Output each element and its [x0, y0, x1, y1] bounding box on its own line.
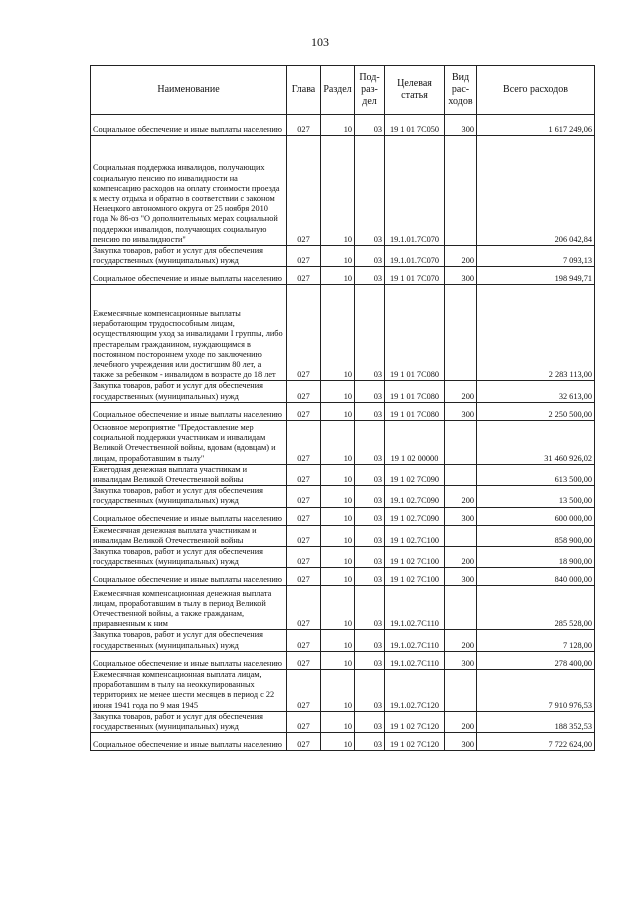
row-total-cell: 600 000,00 [477, 507, 595, 525]
column-header-target: Целевая статья [385, 66, 445, 115]
row-target-cell: 19.1.01.7С070 [385, 246, 445, 267]
row-subsection-cell: 03 [355, 402, 385, 420]
table-row [91, 115, 595, 136]
column-header-name: Наименование [91, 66, 287, 115]
row-name-cell: Социальное обеспечение и иные выплаты населению [91, 402, 287, 420]
row-total-cell: 188 352,53 [477, 711, 595, 732]
row-chapter-cell: 027 [287, 507, 321, 525]
table-row [91, 586, 595, 630]
column-header-section: Раздел [321, 66, 355, 115]
row-target-cell: 19.1.02.7С110 [385, 651, 445, 669]
row-name-cell: Закупка товаров, работ и услуг для обеспечения государственных (муниципальных) нужд [91, 486, 287, 507]
row-name-cell: Социальное обеспечение и иные выплаты населению [91, 267, 287, 285]
row-section-cell: 10 [321, 586, 355, 630]
row-chapter-cell: 027 [287, 420, 321, 464]
row-chapter-cell: 027 [287, 547, 321, 568]
table-row [91, 464, 595, 485]
row-type-cell: 200 [445, 381, 477, 402]
row-target-cell: 19 1 02 7С090 [385, 464, 445, 485]
row-total-cell: 613 500,00 [477, 464, 595, 485]
column-header-total: Всего расходов [477, 66, 595, 115]
row-type-cell [445, 669, 477, 711]
row-subsection-cell: 03 [355, 507, 385, 525]
row-section-cell: 10 [321, 486, 355, 507]
row-total-cell: 840 000,00 [477, 568, 595, 586]
row-type-cell: 300 [445, 507, 477, 525]
row-target-cell: 19 1 02.7С090 [385, 507, 445, 525]
row-subsection-cell: 03 [355, 285, 385, 381]
row-total-cell: 18 900,00 [477, 547, 595, 568]
row-target-cell: 19.1.02.7С110 [385, 586, 445, 630]
row-total-cell: 858 900,00 [477, 525, 595, 546]
row-name-cell: Социальное обеспечение и иные выплаты населению [91, 733, 287, 751]
row-chapter-cell: 027 [287, 285, 321, 381]
table-row [91, 711, 595, 732]
table-row [91, 568, 595, 586]
row-subsection-cell: 03 [355, 568, 385, 586]
row-total-cell: 7 093,13 [477, 246, 595, 267]
row-name-cell: Социальное обеспечение и иные выплаты населению [91, 507, 287, 525]
row-section-cell: 10 [321, 420, 355, 464]
row-chapter-cell: 027 [287, 669, 321, 711]
row-type-cell [445, 525, 477, 546]
row-chapter-cell: 027 [287, 525, 321, 546]
row-name-cell: Ежегодная денежная выплата участникам и инвалидам Великой Отечественной войны [91, 464, 287, 485]
row-name-cell: Закупка товаров, работ и услуг для обеспечения государственных (муниципальных) нужд [91, 630, 287, 651]
row-name-cell: Закупка товаров, работ и услуг для обеспечения государственных (муниципальных) нужд [91, 381, 287, 402]
row-subsection-cell: 03 [355, 267, 385, 285]
row-name-cell: Ежемесячная компенсационная денежная выплата лицам, проработавшим в тылу в период Великой Отечественной войны, а также гражданам, приравненным к ним [91, 586, 287, 630]
row-chapter-cell: 027 [287, 402, 321, 420]
budget-table [90, 65, 595, 751]
table-row [91, 630, 595, 651]
row-type-cell: 300 [445, 115, 477, 136]
row-section-cell: 10 [321, 285, 355, 381]
row-target-cell: 19 1 01 7С070 [385, 267, 445, 285]
row-section-cell: 10 [321, 115, 355, 136]
row-total-cell: 206 042,84 [477, 136, 595, 246]
row-chapter-cell: 027 [287, 568, 321, 586]
row-target-cell: 19.1.02.7С120 [385, 669, 445, 711]
row-type-cell: 200 [445, 486, 477, 507]
row-subsection-cell: 03 [355, 711, 385, 732]
row-name-cell: Социальная поддержка инвалидов, получающих социальную пенсию по инвалидности на компенсацию расходов на оплату стоимости проезда к месту отдыха и обратно в соответствии с законом Ненецкого автономного округа от 25 ноября 2010 года № 86-оз "О дополнительных мерах социальной поддержки инвалидов, получающих социальную пенсию по инвалидности" [91, 136, 287, 246]
table-row [91, 420, 595, 464]
row-section-cell: 10 [321, 136, 355, 246]
row-name-cell: Социальное обеспечение и иные выплаты населению [91, 568, 287, 586]
row-target-cell: 19 1 01 7С080 [385, 285, 445, 381]
row-section-cell: 10 [321, 733, 355, 751]
column-header-chapter: Глава [287, 66, 321, 115]
table-row [91, 402, 595, 420]
row-target-cell: 19 1 01 7С080 [385, 381, 445, 402]
row-subsection-cell: 03 [355, 525, 385, 546]
row-name-cell: Ежемесячная денежная выплата участникам и инвалидам Великой Отечественной войны [91, 525, 287, 546]
row-type-cell [445, 285, 477, 381]
row-target-cell: 19.1.01.7С070 [385, 136, 445, 246]
row-total-cell: 31 460 926,02 [477, 420, 595, 464]
row-total-cell: 7 128,00 [477, 630, 595, 651]
row-name-cell: Основное мероприятие "Предоставление мер социальной поддержки участникам и инвалидам Великой Отечественной войны, вдовам (вдовцам) и лицам, проработавшим в тылу" [91, 420, 287, 464]
row-name-cell: Закупка товаров, работ и услуг для обеспечения государственных (муниципальных) нужд [91, 246, 287, 267]
row-section-cell: 10 [321, 464, 355, 485]
row-subsection-cell: 03 [355, 486, 385, 507]
row-name-cell: Ежемесячная компенсационная выплата лицам, проработавшим в тылу на неоккупированных территориях не менее шести месяцев в период с 22 июня 1941 года по 9 мая 1945 [91, 669, 287, 711]
row-section-cell: 10 [321, 381, 355, 402]
row-type-cell: 300 [445, 733, 477, 751]
row-section-cell: 10 [321, 568, 355, 586]
table-header-row [91, 66, 595, 115]
row-target-cell: 19 1 01 7С050 [385, 115, 445, 136]
row-total-cell: 198 949,71 [477, 267, 595, 285]
row-target-cell: 19.1.02.7С110 [385, 630, 445, 651]
row-subsection-cell: 03 [355, 651, 385, 669]
row-total-cell: 32 613,00 [477, 381, 595, 402]
row-target-cell: 19 1 02.7С100 [385, 525, 445, 546]
row-type-cell: 200 [445, 711, 477, 732]
row-chapter-cell: 027 [287, 733, 321, 751]
row-chapter-cell: 027 [287, 586, 321, 630]
row-chapter-cell: 027 [287, 711, 321, 732]
table-row [91, 285, 595, 381]
row-total-cell: 2 250 500,00 [477, 402, 595, 420]
table-row [91, 136, 595, 246]
row-section-cell: 10 [321, 630, 355, 651]
row-total-cell: 7 910 976,53 [477, 669, 595, 711]
table-row [91, 267, 595, 285]
table-row [91, 525, 595, 546]
row-subsection-cell: 03 [355, 733, 385, 751]
row-subsection-cell: 03 [355, 246, 385, 267]
row-chapter-cell: 027 [287, 115, 321, 136]
row-name-cell: Социальное обеспечение и иные выплаты населению [91, 651, 287, 669]
row-subsection-cell: 03 [355, 464, 385, 485]
row-chapter-cell: 027 [287, 267, 321, 285]
row-chapter-cell: 027 [287, 630, 321, 651]
table-row [91, 507, 595, 525]
row-chapter-cell: 027 [287, 136, 321, 246]
row-name-cell: Закупка товаров, работ и услуг для обеспечения государственных (муниципальных) нужд [91, 547, 287, 568]
row-section-cell: 10 [321, 267, 355, 285]
row-name-cell: Ежемесячные компенсационные выплаты неработающим трудоспособным лицам, осуществляющим уход за инвалидами I группы, либо престарелым гражданином, нуждающимся в постоянном постороннем уходе по заключению лечебного учреждения или достигшим 80 лет, а также за ребенком - инвалидом в возрасте до 18 лет [91, 285, 287, 381]
page-number: 103 [311, 35, 329, 49]
row-subsection-cell: 03 [355, 586, 385, 630]
row-subsection-cell: 03 [355, 547, 385, 568]
row-section-cell: 10 [321, 246, 355, 267]
row-subsection-cell: 03 [355, 115, 385, 136]
row-target-cell: 19 1 02 7С120 [385, 733, 445, 751]
row-section-cell: 10 [321, 525, 355, 546]
row-target-cell: 19 1 01 7С080 [385, 402, 445, 420]
row-chapter-cell: 027 [287, 246, 321, 267]
row-total-cell: 7 722 624,00 [477, 733, 595, 751]
row-section-cell: 10 [321, 507, 355, 525]
row-subsection-cell: 03 [355, 136, 385, 246]
row-total-cell: 1 617 249,06 [477, 115, 595, 136]
row-name-cell: Социальное обеспечение и иные выплаты населению [91, 115, 287, 136]
row-target-cell: 19 1 02 7С120 [385, 711, 445, 732]
row-total-cell: 278 400,00 [477, 651, 595, 669]
row-type-cell: 200 [445, 630, 477, 651]
row-section-cell: 10 [321, 669, 355, 711]
row-type-cell [445, 136, 477, 246]
table-row [91, 246, 595, 267]
row-subsection-cell: 03 [355, 420, 385, 464]
row-section-cell: 10 [321, 547, 355, 568]
column-header-type: Вид рас- ходов [445, 66, 477, 115]
row-section-cell: 10 [321, 651, 355, 669]
row-total-cell: 285 528,00 [477, 586, 595, 630]
row-chapter-cell: 027 [287, 651, 321, 669]
column-header-subsection: Под- раз- дел [355, 66, 385, 115]
row-type-cell: 300 [445, 402, 477, 420]
table-row [91, 381, 595, 402]
row-target-cell: 19.1 02.7С090 [385, 486, 445, 507]
row-subsection-cell: 03 [355, 381, 385, 402]
row-total-cell: 13 500,00 [477, 486, 595, 507]
row-type-cell: 200 [445, 547, 477, 568]
row-subsection-cell: 03 [355, 630, 385, 651]
row-type-cell: 300 [445, 651, 477, 669]
row-type-cell: 300 [445, 267, 477, 285]
row-target-cell: 19 1 02 7С100 [385, 547, 445, 568]
row-section-cell: 10 [321, 402, 355, 420]
row-type-cell [445, 420, 477, 464]
row-subsection-cell: 03 [355, 669, 385, 711]
row-type-cell: 200 [445, 246, 477, 267]
table-row [91, 547, 595, 568]
row-chapter-cell: 027 [287, 464, 321, 485]
row-type-cell [445, 586, 477, 630]
row-type-cell: 300 [445, 568, 477, 586]
row-section-cell: 10 [321, 711, 355, 732]
table-row [91, 486, 595, 507]
row-type-cell [445, 464, 477, 485]
row-name-cell: Закупка товаров, работ и услуг для обеспечения государственных (муниципальных) нужд [91, 711, 287, 732]
table-row [91, 669, 595, 711]
row-chapter-cell: 027 [287, 381, 321, 402]
table-row [91, 651, 595, 669]
row-chapter-cell: 027 [287, 486, 321, 507]
row-target-cell: 19 1 02 00000 [385, 420, 445, 464]
row-target-cell: 19 1 02 7С100 [385, 568, 445, 586]
table-row [91, 733, 595, 751]
row-total-cell: 2 283 113,00 [477, 285, 595, 381]
